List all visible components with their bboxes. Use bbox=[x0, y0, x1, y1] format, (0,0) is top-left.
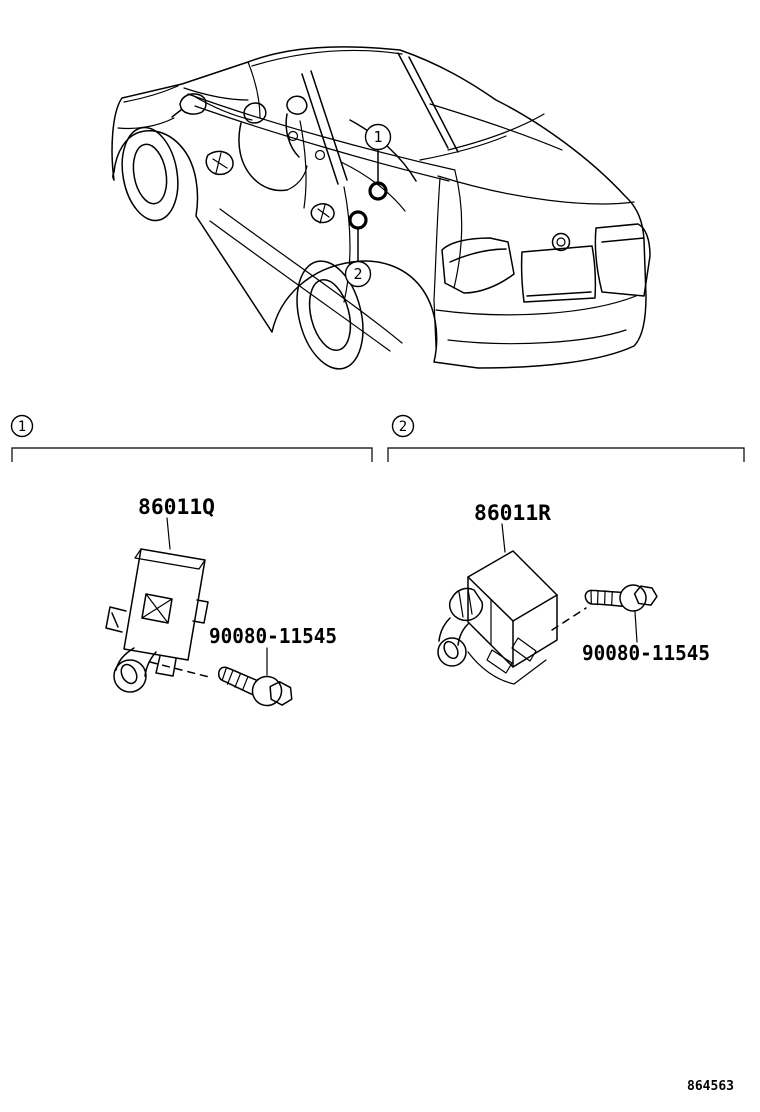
side-mirror bbox=[172, 94, 206, 117]
b-pillar bbox=[302, 71, 347, 184]
section-2-header[interactable] bbox=[393, 416, 414, 437]
front-wheel bbox=[115, 123, 185, 225]
trunk-seam bbox=[438, 176, 634, 204]
part-1-drawing-antenna-bracket bbox=[106, 549, 208, 692]
section-2 bbox=[388, 416, 744, 685]
section-1-header-number: 1 bbox=[17, 419, 27, 435]
part-1-leader-line bbox=[167, 518, 170, 549]
quarter-brow bbox=[454, 171, 462, 288]
trunk-emblem-inner bbox=[557, 238, 565, 246]
callout-2-location-marker bbox=[350, 212, 366, 228]
hardware-number-label-2[interactable]: 90080-11545 bbox=[582, 641, 710, 665]
section-1-bracket bbox=[12, 448, 372, 462]
taillight-left bbox=[442, 238, 514, 293]
car-callout-2[interactable] bbox=[346, 212, 371, 287]
front-door-handle bbox=[206, 151, 233, 174]
hardware-number-label-1[interactable]: 90080-11545 bbox=[209, 624, 337, 648]
rear-seat bbox=[289, 120, 417, 211]
beltline-lower bbox=[195, 106, 449, 181]
part-2-leader-line bbox=[502, 524, 505, 552]
callout-2-number: 2 bbox=[353, 265, 363, 283]
quarter-seam bbox=[434, 178, 440, 300]
part-2-drawing-amplifier bbox=[438, 551, 557, 684]
screw-2-drawing bbox=[585, 583, 659, 616]
license-plate-recess bbox=[522, 246, 596, 302]
c-pillar bbox=[398, 53, 458, 152]
section-1-header[interactable] bbox=[12, 416, 33, 437]
callout-1-location-marker bbox=[370, 183, 386, 199]
callout-1-number: 1 bbox=[373, 128, 383, 146]
section-2-header-number: 2 bbox=[398, 419, 408, 435]
assembly-dash-line-1 bbox=[150, 662, 213, 678]
car-callout-1[interactable] bbox=[366, 125, 391, 200]
rear-door-handle bbox=[311, 204, 334, 223]
taillight-right bbox=[595, 224, 650, 296]
screw-2-leader-line bbox=[635, 612, 637, 642]
bumper-creases bbox=[434, 296, 636, 348]
roof-inner-line bbox=[252, 50, 402, 66]
part-number-label-1[interactable]: 86011Q bbox=[138, 495, 215, 519]
front-seats bbox=[239, 96, 307, 190]
screw-1-drawing bbox=[214, 665, 296, 712]
part-number-label-2[interactable]: 86011R bbox=[474, 501, 552, 525]
vehicle-illustration bbox=[112, 47, 650, 376]
rear-door-edge bbox=[344, 187, 350, 302]
section-2-bracket bbox=[388, 448, 744, 462]
front-door-edge bbox=[300, 121, 306, 208]
figure-number: 864563 bbox=[687, 1078, 734, 1094]
section-1 bbox=[12, 416, 373, 712]
